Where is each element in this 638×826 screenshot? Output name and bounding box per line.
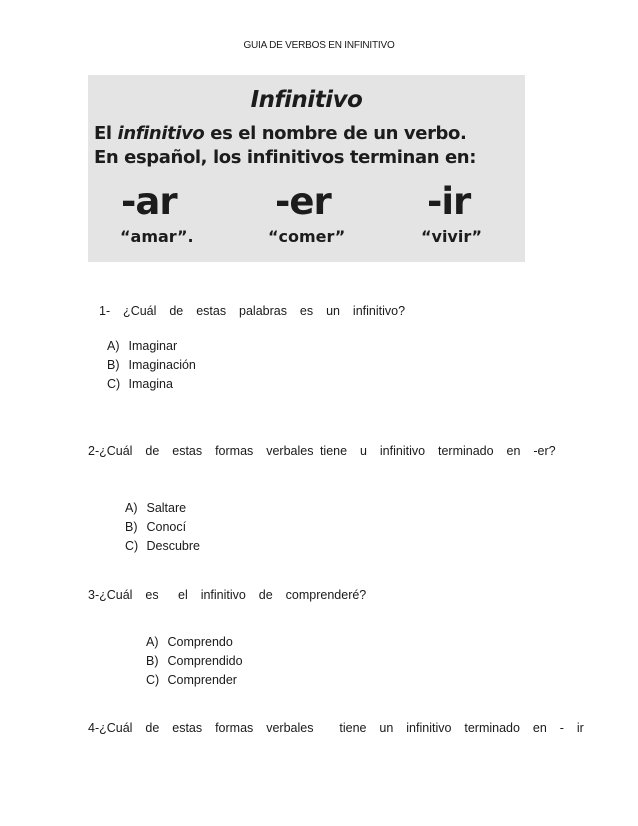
q3-option-b-text: Comprendido [167, 654, 243, 668]
example-comer: “comer” [268, 227, 346, 246]
info-title: Infinitivo [250, 87, 363, 113]
info-line1-pre: El [94, 123, 118, 144]
q2-option-b [125, 518, 186, 537]
question-3: 3-¿Cuál es el infinitivo de comprenderé? [88, 588, 367, 602]
q3-option-a [146, 633, 233, 652]
info-line1-post: es el nombre de un verbo. [204, 123, 467, 144]
q2-option-c [125, 537, 200, 556]
q2-option-a-letter: A) [125, 501, 138, 515]
question-4: 4-¿Cuál de estas formas verbales tiene un infinitivo terminado en - ir [88, 721, 584, 735]
q2-option-b-letter: B) [125, 520, 138, 534]
q1-option-a [107, 337, 177, 356]
info-definition-line [94, 123, 466, 144]
q2-option-c-text: Descubre [146, 539, 200, 553]
q1-option-b-letter: B) [107, 358, 120, 372]
q1-option-a-letter: A) [107, 339, 120, 353]
ending-ir: -ir [427, 180, 471, 223]
info-endings-line: En español, los infinitivos terminan en: [94, 147, 477, 168]
q2-option-b-text: Conocí [146, 520, 187, 534]
q1-option-c [107, 375, 173, 394]
question-1: 1- ¿Cuál de estas palabras es un infinitivo? [99, 304, 406, 318]
q2-option-c-letter: C) [125, 539, 139, 553]
q1-option-c-text: Imagina [128, 377, 173, 391]
q3-option-b-letter: B) [146, 654, 159, 668]
example-vivir: “vivir” [421, 227, 483, 246]
example-amar: “amar”. [120, 227, 194, 246]
document-header: GUIA DE VERBOS EN INFINITIVO [243, 40, 395, 51]
question-2: 2-¿Cuál de estas formas verbales tiene u infinitivo terminado en -er? [88, 444, 556, 458]
q2-option-a [125, 499, 186, 518]
q3-option-c-letter: C) [146, 673, 160, 687]
q1-option-a-text: Imaginar [128, 339, 178, 353]
ending-er: -er [275, 180, 331, 223]
ending-ar: -ar [121, 180, 177, 223]
q3-option-a-text: Comprendo [167, 635, 233, 649]
q3-option-b [146, 652, 243, 671]
q3-option-c-text: Comprender [167, 673, 237, 687]
q1-option-b-text: Imaginación [128, 358, 196, 372]
infinitive-info-image [88, 75, 525, 262]
q1-option-b [107, 356, 196, 375]
q1-option-c-letter: C) [107, 377, 121, 391]
info-line1-emphasis: infinitivo [117, 123, 205, 144]
q3-option-a-letter: A) [146, 635, 159, 649]
q2-option-a-text: Saltare [146, 501, 187, 515]
q3-option-c [146, 671, 237, 690]
